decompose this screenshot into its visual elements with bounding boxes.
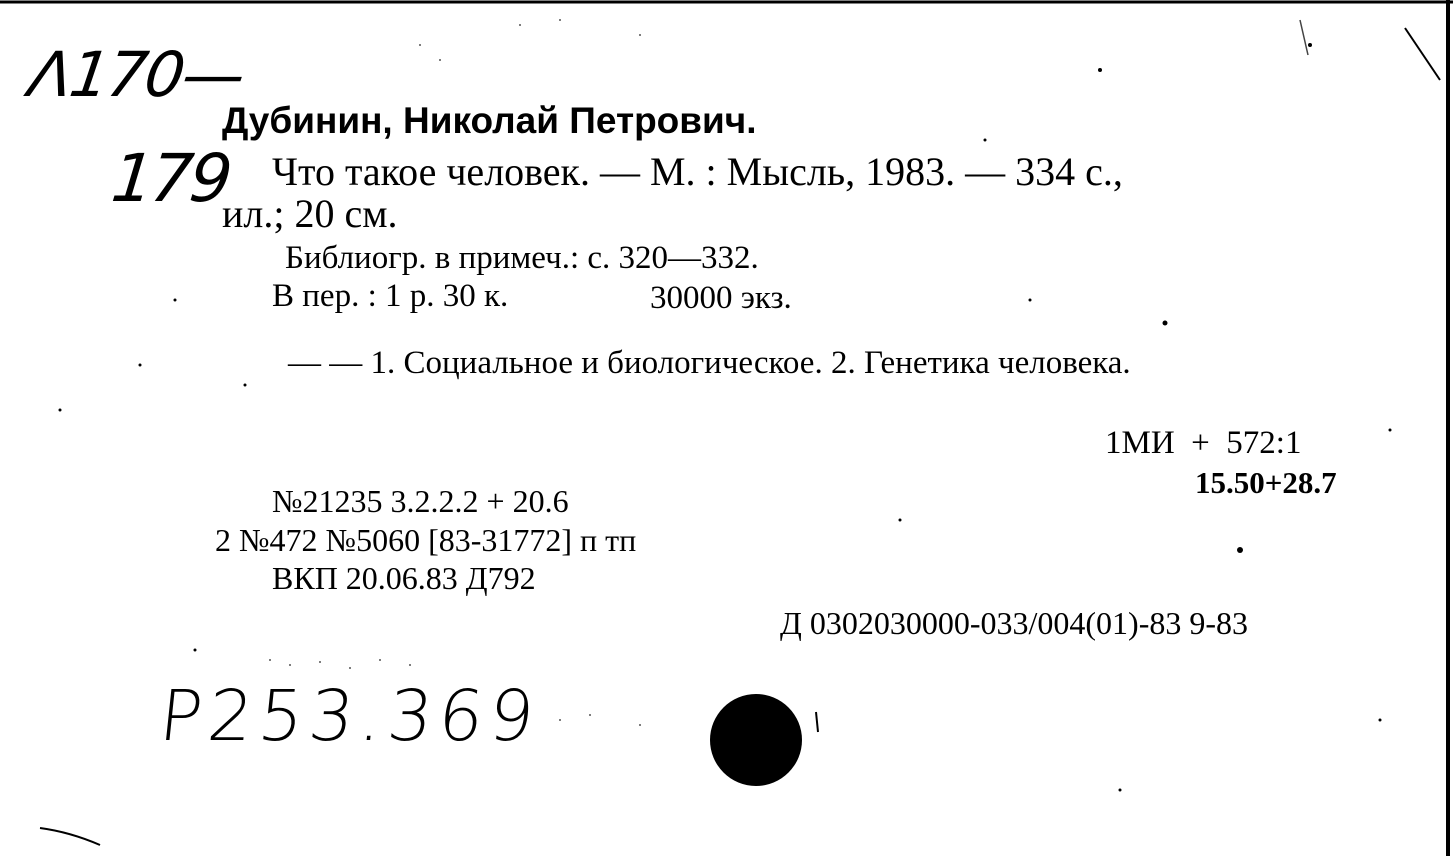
- speck: [244, 384, 247, 387]
- udc-index: 1МИ + 572:1: [1105, 425, 1302, 461]
- registry-line-1: №21235 3.2.2.2 + 20.6: [272, 483, 569, 519]
- author-heading: Дубинин, Николай Петрович.: [222, 100, 757, 141]
- speck: [1119, 789, 1122, 792]
- speck: [1029, 299, 1032, 302]
- call-number-bottom: 179: [107, 140, 234, 217]
- bibliography-note: Библиогр. в примеч.: с. 320—332.: [285, 240, 759, 276]
- inventory-number: P253.369: [155, 675, 544, 757]
- speck: [1308, 43, 1312, 47]
- subject-headings: — — 1. Социальное и биологическое. 2. Генетика человека.: [288, 345, 1131, 381]
- speck: [984, 139, 987, 142]
- speck: [139, 364, 142, 367]
- call-number-top: Λ170—: [24, 38, 248, 111]
- speck: [1163, 321, 1168, 326]
- registry-line-2: 2 №472 №5060 [83-31772] п тп: [215, 522, 637, 558]
- scratch: [40, 828, 100, 845]
- speck: [1237, 547, 1243, 553]
- pencil-mark: [816, 712, 818, 732]
- punch-hole: [710, 694, 802, 786]
- extent-line: ил.; 20 см.: [222, 191, 398, 236]
- speck: [1098, 68, 1102, 72]
- scratch: [1300, 20, 1308, 55]
- publication-code: Д 0302030000-033/004(01)-83 9-83: [780, 605, 1248, 641]
- bbk-index: 15.50+28.7: [1195, 465, 1337, 500]
- speck: [194, 649, 197, 652]
- title-line: Что такое человек. — М. : Мысль, 1983. — 334 с.,: [272, 149, 1123, 194]
- speck: [899, 519, 902, 522]
- speck: [174, 299, 177, 302]
- speck: [1379, 719, 1382, 722]
- print-run: 30000 экз.: [650, 280, 792, 316]
- binding-price: В пер. : 1 р. 30 к.: [272, 278, 509, 314]
- scratch: [1405, 28, 1440, 80]
- registry-line-3: ВКП 20.06.83 Д792: [272, 560, 536, 596]
- speck: [1389, 429, 1392, 432]
- speck: [59, 409, 62, 412]
